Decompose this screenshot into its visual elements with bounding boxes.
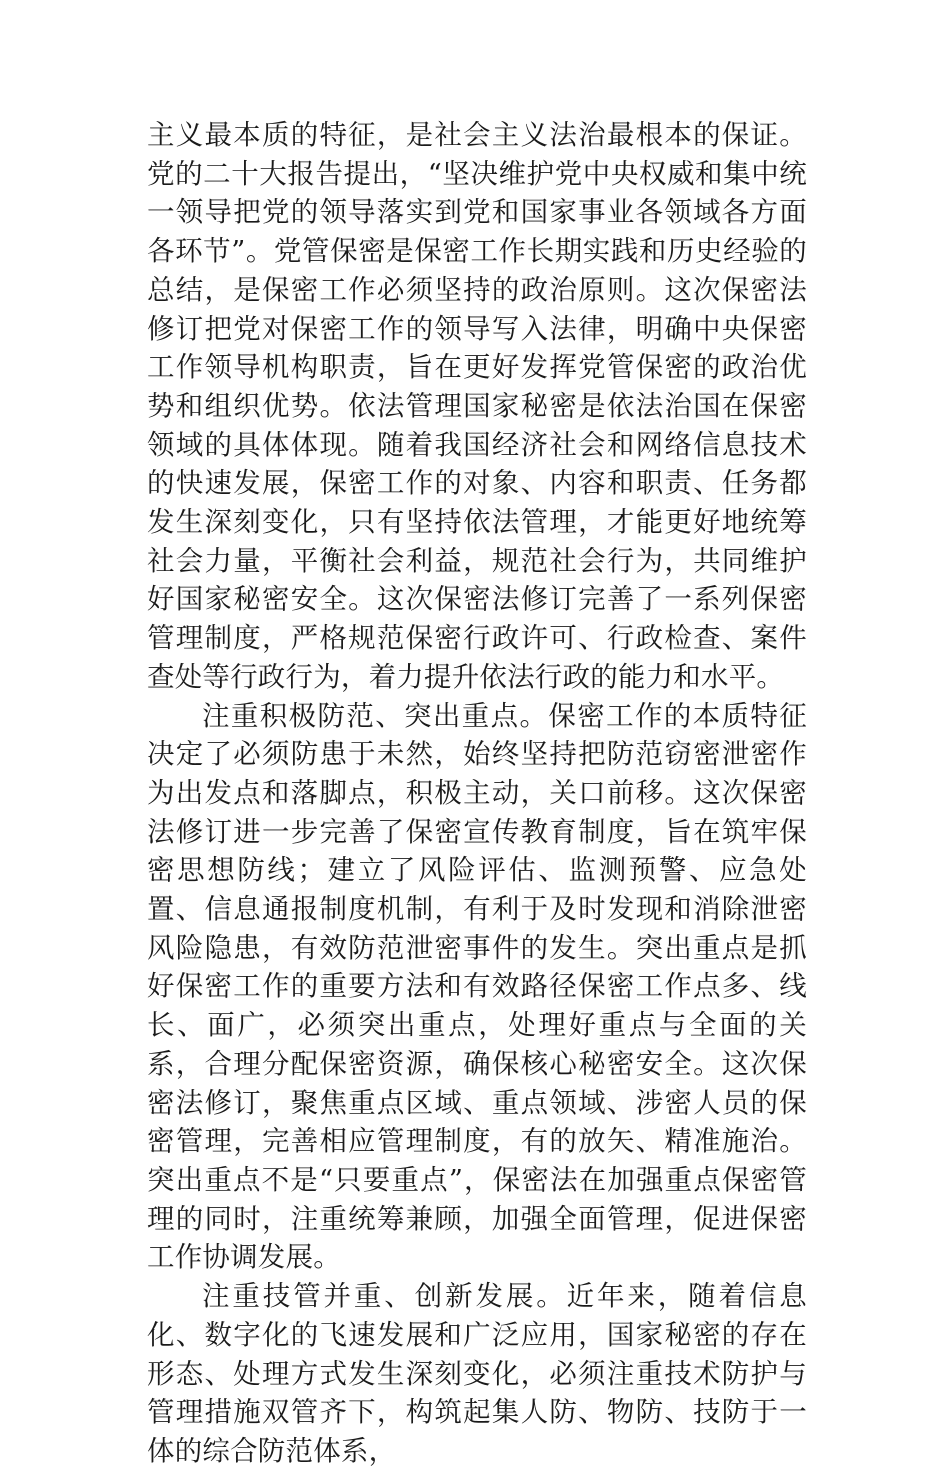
paragraph-3: 注重技管并重、创新发展。近年来，随着信息化、数字化的飞速发展和广泛应用，国家秘密的存在形态、处理方式发生深刻变化，必须注重技术防护与管理措施双管齐下，构筑起集人防、物防、技防于一体的综合防范体系， <box>147 1280 807 1467</box>
document-body <box>147 116 807 1471</box>
paragraph-2: 注重积极防范、突出重点。保密工作的本质特征决定了必须防患于未然，始终坚持把防范窃密泄密作为出发点和落脚点，积极主动，关口前移。这次保密法修订进一步完善了保密宣传教育制度，旨在筑牢保密思想防线；建立了风险评估、监测预警、应急处置、信息通报制度机制，有利于及时发现和消除泄密风险隐患，有效防范泄密事件的发生。突出重点是抓好保密工作的重要方法和有效路径保密工作点多、线长、面广，必须突出重点，处理好重点与全面的关系，合理分配保密资源，确保核心秘密安全。这次保密法修订，聚焦重点区域、重点领域、涉密人员的保密管理，完善相应管理制度，有的放矢、精准施治。突出重点不是“只要重点”，保密法在加强重点保密管理的同时，注重统筹兼顾，加强全面管理，促进保密工作协调发展。 <box>147 699 807 1274</box>
paragraph-1: 主义最本质的特征，是社会主义法治最根本的保证。党的二十大报告提出，“坚决维护党中央权威和集中统一领导把党的领导落实到党和国家事业各领域各方面各环节”。党管保密是保密工作长期实践和历史经验的总结，是保密工作必须坚持的政治原则。这次保密法修订把党对保密工作的领导写入法律，明确中央保密工作领导机构职责，旨在更好发挥党管保密的政治优势和组织优势。依法管理国家秘密是依法治国在保密领域的具体体现。随着我国经济社会和网络信息技术的快速发展，保密工作的对象、内容和职责、任务都发生深刻变化，只有坚持依法管理，才能更好地统筹社会力量，平衡社会利益，规范社会行为，共同维护好国家秘密安全。这次保密法修订完善了一系列保密管理制度，严格规范保密行政许可、行政检查、案件查处等行政行为，着力提升依法行政的能力和水平。 <box>147 119 807 693</box>
